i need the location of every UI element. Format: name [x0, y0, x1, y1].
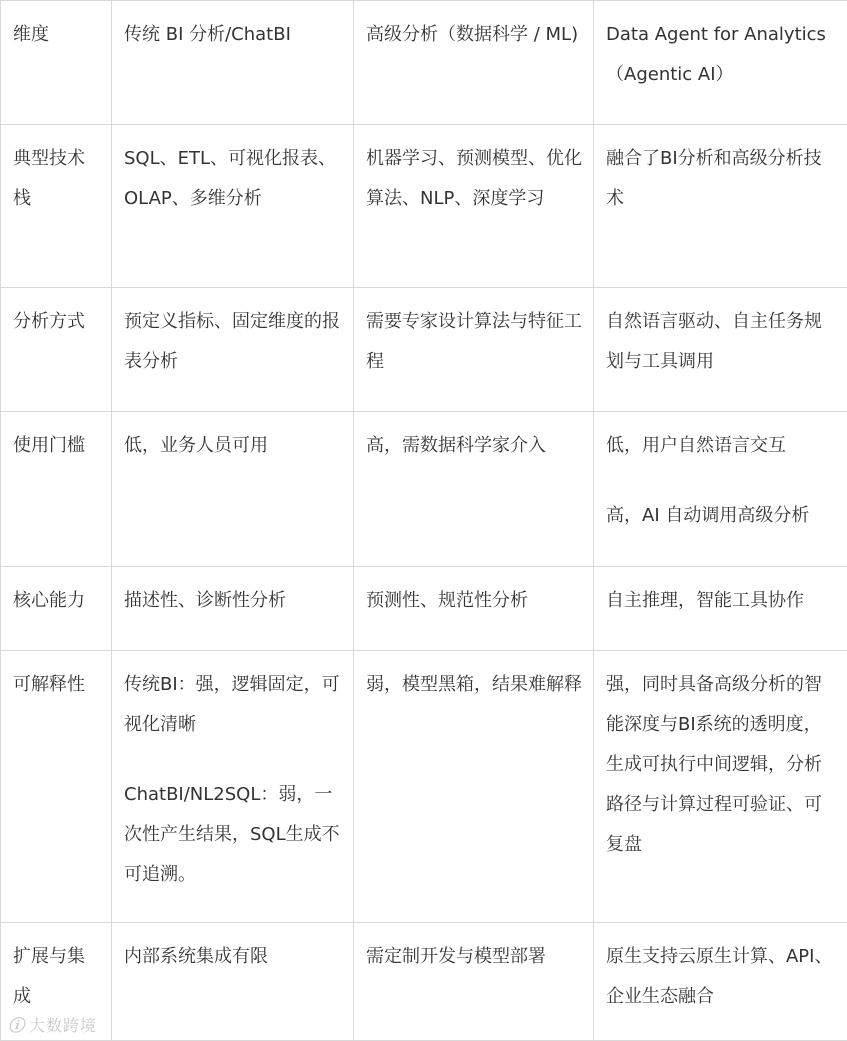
- table-row: [1, 567, 847, 651]
- watermark: [8, 1013, 97, 1036]
- row-dimension: 典型技术栈: [1, 125, 112, 288]
- cell-advanced: 预测性、规范性分析: [354, 567, 594, 651]
- cell-advanced: 弱，模型黑箱，结果难解释: [354, 651, 594, 923]
- cell-bi: SQL、ETL、可视化报表、OLAP、多维分析: [112, 125, 354, 288]
- watermark-logo-icon: ⓘ: [8, 1016, 25, 1035]
- cell-bi: 低，业务人员可用: [112, 412, 354, 567]
- cell-advanced: 机器学习、预测模型、优化算法、NLP、深度学习: [354, 125, 594, 288]
- cell-agent: 低，用户自然语言交互 高，AI 自动调用高级分析: [594, 412, 847, 567]
- header-advanced: 高级分析（数据科学 / ML): [354, 1, 594, 125]
- cell-bi: 内部系统集成有限: [112, 923, 354, 1041]
- row-dimension: 扩展与集成: [1, 923, 112, 1041]
- cell-advanced: 高，需数据科学家介入: [354, 412, 594, 567]
- watermark-text: 大数跨境: [29, 1016, 97, 1035]
- header-bi: 传统 BI 分析/ChatBI: [112, 1, 354, 125]
- table-row: [1, 288, 847, 412]
- table-row: [1, 651, 847, 923]
- table-row: [1, 412, 847, 567]
- header-dimension: 维度: [1, 1, 112, 125]
- cell-agent: 自然语言驱动、自主任务规划与工具调用: [594, 288, 847, 412]
- cell-bi: 预定义指标、固定维度的报表分析: [112, 288, 354, 412]
- table-row: [1, 125, 847, 288]
- row-dimension: 可解释性: [1, 651, 112, 923]
- cell-bi: 描述性、诊断性分析: [112, 567, 354, 651]
- row-dimension: 核心能力: [1, 567, 112, 651]
- cell-advanced: 需要专家设计算法与特征工程: [354, 288, 594, 412]
- table-row: [1, 923, 847, 1041]
- row-dimension: 使用门槛: [1, 412, 112, 567]
- cell-bi: 传统BI：强，逻辑固定，可视化清晰 ChatBI/NL2SQL：弱，一次性产生结果，SQL生成不可追溯。: [112, 651, 354, 923]
- cell-agent: 融合了BI分析和高级分析技术: [594, 125, 847, 288]
- cell-advanced: 需定制开发与模型部署: [354, 923, 594, 1041]
- header-row: [1, 1, 847, 125]
- cell-agent: 自主推理，智能工具协作: [594, 567, 847, 651]
- row-dimension: 分析方式: [1, 288, 112, 412]
- cell-agent: 强，同时具备高级分析的智能深度与BI系统的透明度，生成可执行中间逻辑，分析路径与计算过程可验证、可复盘: [594, 651, 847, 923]
- cell-agent: 原生支持云原生计算、API、企业生态融合: [594, 923, 847, 1041]
- header-agent: Data Agent for Analytics（Agentic AI）: [594, 1, 847, 125]
